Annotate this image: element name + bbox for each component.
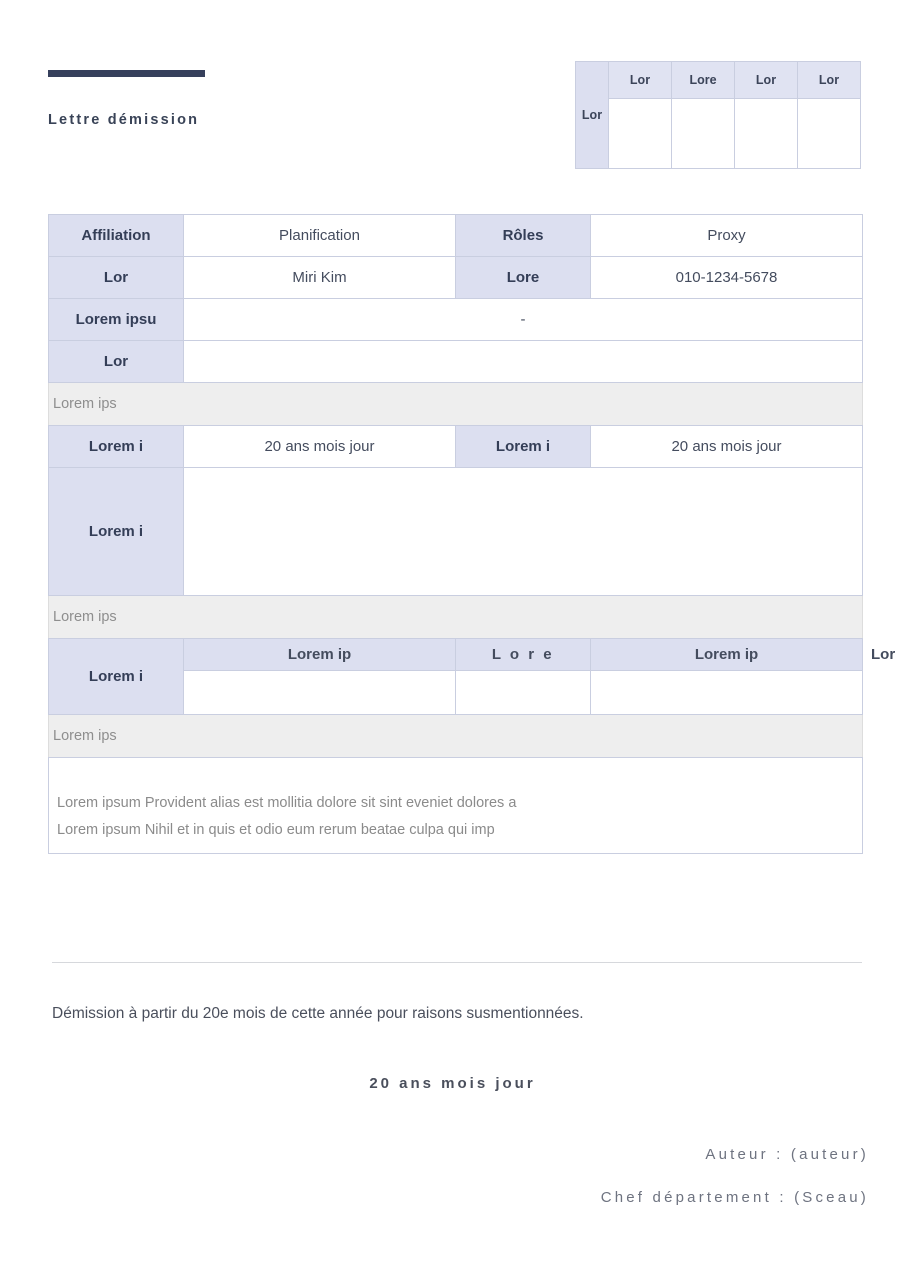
approval-side-label: Lor [576,62,609,169]
main-info-table [48,214,896,854]
field-label-phone: Lore [456,257,591,299]
approval-signature-cell-3[interactable] [735,99,798,169]
field-value-proxy[interactable]: Proxy [591,215,863,257]
table-section-separator [49,383,863,426]
approval-table [575,61,861,169]
approval-body-row [576,99,861,169]
approval-header-cell-3: Lor [735,62,798,99]
table-note-row [49,758,863,854]
field-value-date-end[interactable]: 20 ans mois jour [591,426,863,468]
field-label-name: Lor [49,257,184,299]
note-spacer [57,768,854,790]
approval-signature-cell-4[interactable] [798,99,861,169]
section-separator-label-1: Lorem ips [49,383,863,426]
table-row [49,299,863,341]
closing-statement: Démission à partir du 20e mois de cette année pour raisons susmentionnées. [52,1005,584,1022]
table-row [49,468,863,596]
field-label-roles: Rôles [456,215,591,257]
approval-signature-cell-1[interactable] [609,99,672,169]
subtable-header-3: Lorem ip [591,639,863,671]
subtable-cell-3[interactable] [591,671,863,715]
subtable-header-1: Lorem ip [184,639,456,671]
field-label-affiliation: Affiliation [49,215,184,257]
field-label-reason: Lorem i [49,468,184,596]
field-label-date-start: Lorem i [49,426,184,468]
field-label-address: Lorem ipsu [49,299,184,341]
section-separator-label-3: Lorem ips [49,715,863,758]
subtable-cell-2[interactable] [456,671,591,715]
table-row [49,426,863,468]
field-value-phone[interactable]: 010-1234-5678 [591,257,863,299]
note-line-1: Lorem ipsum Provident alias est mollitia dolore sit sint eveniet dolores a [57,794,517,811]
accent-bar [48,70,205,77]
table-row [49,257,863,299]
subtable-header-row: Lorem i Lorem ip L o r e Lorem ip Lor [49,639,863,671]
approval-signature-cell-2[interactable] [672,99,735,169]
table-section-separator [49,715,863,758]
note-block[interactable] [49,758,863,854]
field-value-reason[interactable] [184,468,863,596]
field-value-extra[interactable] [184,341,863,383]
field-value-planification[interactable]: Planification [184,215,456,257]
approval-header-cell-4: Lor [798,62,861,99]
approval-header-cell-2: Lore [672,62,735,99]
field-value-date-start[interactable]: 20 ans mois jour [184,426,456,468]
field-value-address[interactable]: - [184,299,863,341]
page-title: Lettre démission [48,112,200,128]
signature-author: Auteur : (auteur) [705,1146,869,1163]
subtable-cell-1[interactable] [184,671,456,715]
field-label-date-end: Lorem i [456,426,591,468]
footer-date: 20 ans mois jour [369,1075,536,1092]
section-separator-label-2: Lorem ips [49,596,863,639]
table-row [49,215,863,257]
footer-divider [52,962,862,963]
note-line-2: Lorem ipsum Nihil et in quis et odio eum rerum beatae culpa qui imp [57,821,495,838]
signature-chief: Chef département : (Sceau) [600,1189,869,1206]
subtable-header-2: L o r e [456,639,591,671]
approval-header-row [576,62,861,99]
field-label-extra: Lor [49,341,184,383]
table-row [49,341,863,383]
field-value-name[interactable]: Miri Kim [184,257,456,299]
table-section-separator [49,596,863,639]
approval-header-cell-1: Lor [609,62,672,99]
subtable-row-label: Lorem i [49,639,184,715]
